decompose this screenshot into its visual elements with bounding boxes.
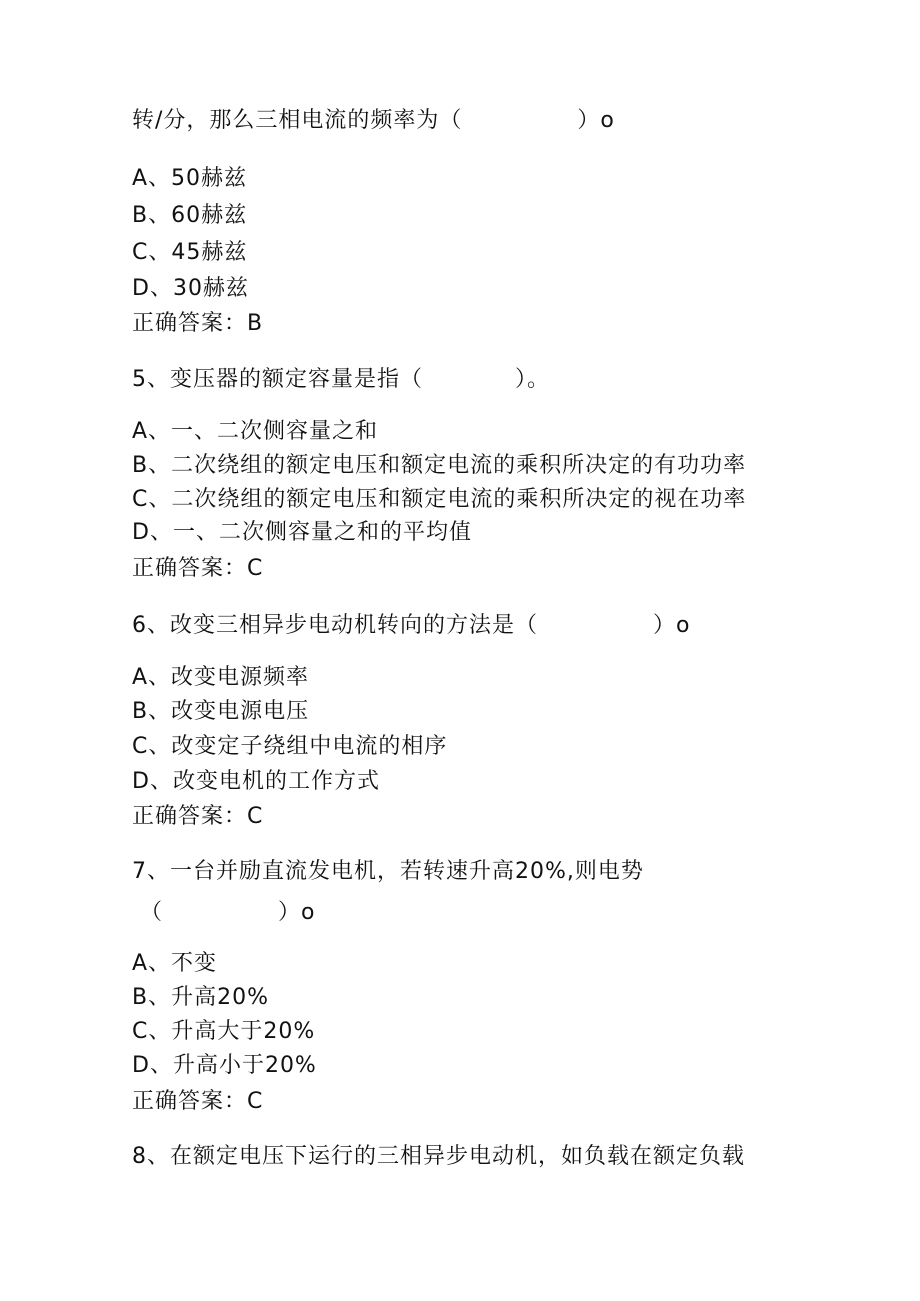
question-stem: 5、变压器的额定容量是指（ ）。 (132, 367, 550, 392)
option-a: A、50赫兹 (132, 166, 248, 191)
option-c: C、改变定子绕组中电流的相序 (132, 734, 448, 759)
question-stem-continuation: （ ）o (140, 900, 316, 925)
option-b: B、60赫兹 (132, 203, 248, 228)
option-d: D、30赫兹 (132, 276, 249, 301)
option-c: C、二次绕组的额定电压和额定电流的乘积所决定的视在功率 (132, 487, 747, 512)
option-d: D、升高小于20% (132, 1053, 317, 1078)
option-b: B、改变电源电压 (132, 699, 310, 724)
option-c: C、45赫兹 (132, 240, 248, 265)
correct-answer: 正确答案：C (132, 556, 264, 581)
option-d: D、一、二次侧容量之和的平均值 (132, 520, 472, 545)
option-b: B、升高20% (132, 985, 269, 1010)
option-a: A、改变电源频率 (132, 665, 310, 690)
question-stem: 6、改变三相异步电动机转向的方法是（ ）o (132, 613, 691, 638)
correct-answer: 正确答案：C (132, 1089, 264, 1114)
question-stem: 8、在额定电压下运行的三相异步电动机，如负载在额定负载 (132, 1144, 745, 1169)
question-stem: 7、一台并励直流发电机，若转速升高20%,则电势 (132, 859, 644, 884)
option-a: A、一、二次侧容量之和 (132, 419, 379, 444)
correct-answer: 正确答案：B (132, 311, 264, 336)
option-c: C、升高大于20% (132, 1019, 316, 1044)
option-a: A、不变 (132, 951, 218, 976)
option-d: D、改变电机的工作方式 (132, 769, 380, 794)
question-stem: 转/分，那么三相电流的频率为（ ）o (132, 108, 615, 133)
option-b: B、二次绕组的额定电压和额定电流的乘积所决定的有功功率 (132, 453, 747, 478)
correct-answer: 正确答案：C (132, 804, 264, 829)
